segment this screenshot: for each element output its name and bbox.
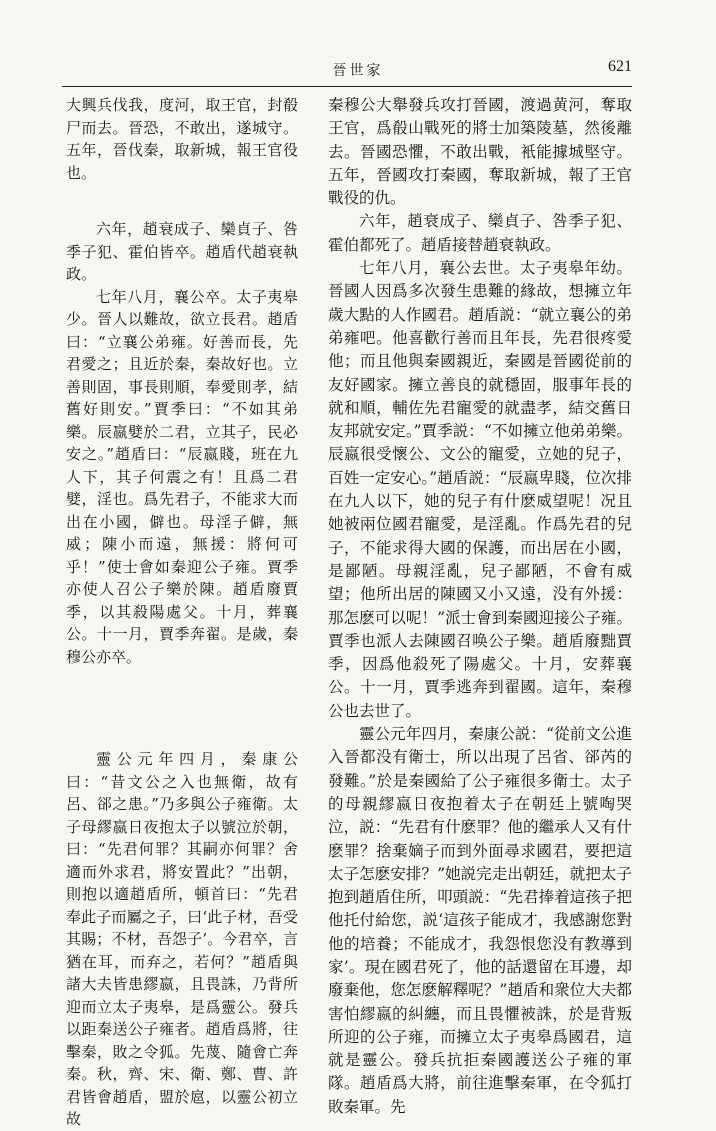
- paragraph-year-seven: 七年八月，襄公卒。太子夷皋少。晉人以難故，欲立長君。趙盾曰：“立襄公弟雍。好善而長，先君愛之；且近於秦，秦故好也。立善則固，事長則順，奉愛則孝，結舊好則安。”賈季曰：“不如其弟樂。辰嬴嬖於二君，立其子，民必安之。”趙盾曰：“辰嬴賤，班在九人下，其子何震之有！且爲二君嬖，淫也。爲先君子，不能求大而出在小國，僻也。母淫子僻，無威；陳小而遠，無援：將何可乎！”使士會如秦迎公子雍。賈季亦使人召公子樂於陳。趙盾廢賈季，以其殺陽處父。十月，葬襄公。十一月，賈季奔翟。是歲，秦穆公亦卒。: [66, 287, 298, 666]
- page-number: 621: [608, 58, 632, 75]
- translation-column: [328, 94, 632, 1119]
- paragraph-gap: [66, 668, 298, 748]
- paragraph-gap: [66, 184, 298, 218]
- translation-year-seven: 七年八月，襄公去世。太子夷皋年幼。晉國人因爲多次發生患難的緣故，想擁立年歲大點的人作國君。趙盾説：“就立襄公的弟弟雍吧。他喜歡行善而且年長，先君很疼愛他；而且他與秦國親近，秦國是晉國從前的友好國家。擁立善良的就穩固，服事年長的就和順，輔佐先君寵愛的就盡孝，結交舊日友邦就安定。”賈季説：“不如擁立他弟弟樂。辰嬴很受懷公、文公的寵愛，立她的兒子，百姓一定安心。”趙盾説：“辰嬴卑賤，位次排在九人以下，她的兒子有什麽威望呢！况且她被兩位國君寵愛，是淫亂。作爲先君的兒子，不能求得大國的保護，而出居在小國，是鄙陋。母親淫亂，兒子鄙陋，不會有威望；他所出居的陳國又小又遠，没有外援：那怎麽可以呢！”派士會到秦國迎接公子雍。賈季也派人去陳國召唤公子樂。趙盾廢黜賈季，因爲他殺死了陽處父。十月，安葬襄公。十一月，賈季逃奔到翟國。這年，秦穆公也去世了。: [328, 259, 632, 720]
- paragraph-continuation: 大興兵伐我，度河，取王官，封殽尸而去。晉恐，不敢出，遂城守。五年，晉伐秦，取新城，報王官役也。: [66, 96, 298, 182]
- header-rule: [62, 86, 632, 87]
- paragraph-year-six: 六年，趙衰成子、欒貞子、咎季子犯、霍伯皆卒。趙盾代趙衰執政。: [66, 220, 298, 283]
- translation-ling-gong: 靈公元年四月，秦康公説：“從前文公進入晉都没有衛士，所以出現了呂省、郤芮的發難。”於是秦國給了公子雍很多衛士。太子的母親繆嬴日夜抱着太子在朝廷上號啕哭泣，説：“先君有什麽罪？他的繼承人又有什麽罪？捨棄嫡子而到外面尋求國君，要把這太子怎麽安排？”她説完走出朝廷，就把太子抱到趙盾住所，叩頭説：“先君捧着這孩子把他托付給您，説‘這孩子能成才，我感謝您對他的培養；不能成才，我怨恨您没有教導到家’。現在國君死了，他的話還留在耳邊，却廢棄他，您怎麽解釋呢？”趙盾和衆位大夫都害怕繆嬴的糾纏，而且畏懼被誅，於是背叛所迎的公子雍，而擁立太子夷皋爲國君，這就是靈公。發兵抗拒秦國護送公子雍的軍隊。趙盾爲大將，前往進擊秦軍，在令狐打敗秦軍。先: [328, 725, 632, 1116]
- paragraph-ling-gong: 靈公元年四月，秦康公曰：“昔文公之入也無衛，故有呂、郤之患。”乃多與公子雍衛。太子母繆嬴日夜抱太子以號泣於朝，曰：“先君何罪？其嗣亦何罪？舍適而外求君，將安置此？”出朝，則抱以適趙盾所，頓首曰：“先君奉此子而屬之子，曰‘此子材，吾受其賜；不材，吾怨子’。今君卒，言猶在耳，而弃之，若何？”趙盾與諸大夫皆患繆嬴，且畏誅，乃背所迎而立太子夷皋，是爲靈公。發兵以距秦送公子雍者。趙盾爲將，往擊秦，敗之令狐。先蔑、隨會亡奔秦。秋，齊、宋、衛、鄭、曹、許君皆會趙盾，盟於扈，以靈公初立故: [66, 750, 298, 1128]
- classical-text-column: [66, 94, 298, 1131]
- translation-continuation: 秦穆公大舉發兵攻打晉國，渡過黄河，奪取王官，爲殽山戰死的將士加築陵墓，然後離去。晉國恐懼，不敢出戰，衹能據城堅守。五年，晉國攻打秦國，奪取新城，報了王官戰役的仇。: [328, 96, 632, 208]
- running-title: 晉世家: [332, 63, 384, 79]
- translation-year-six: 六年，趙衰成子、欒貞子、咎季子犯、霍伯都死了。趙盾接替趙衰執政。: [328, 212, 632, 254]
